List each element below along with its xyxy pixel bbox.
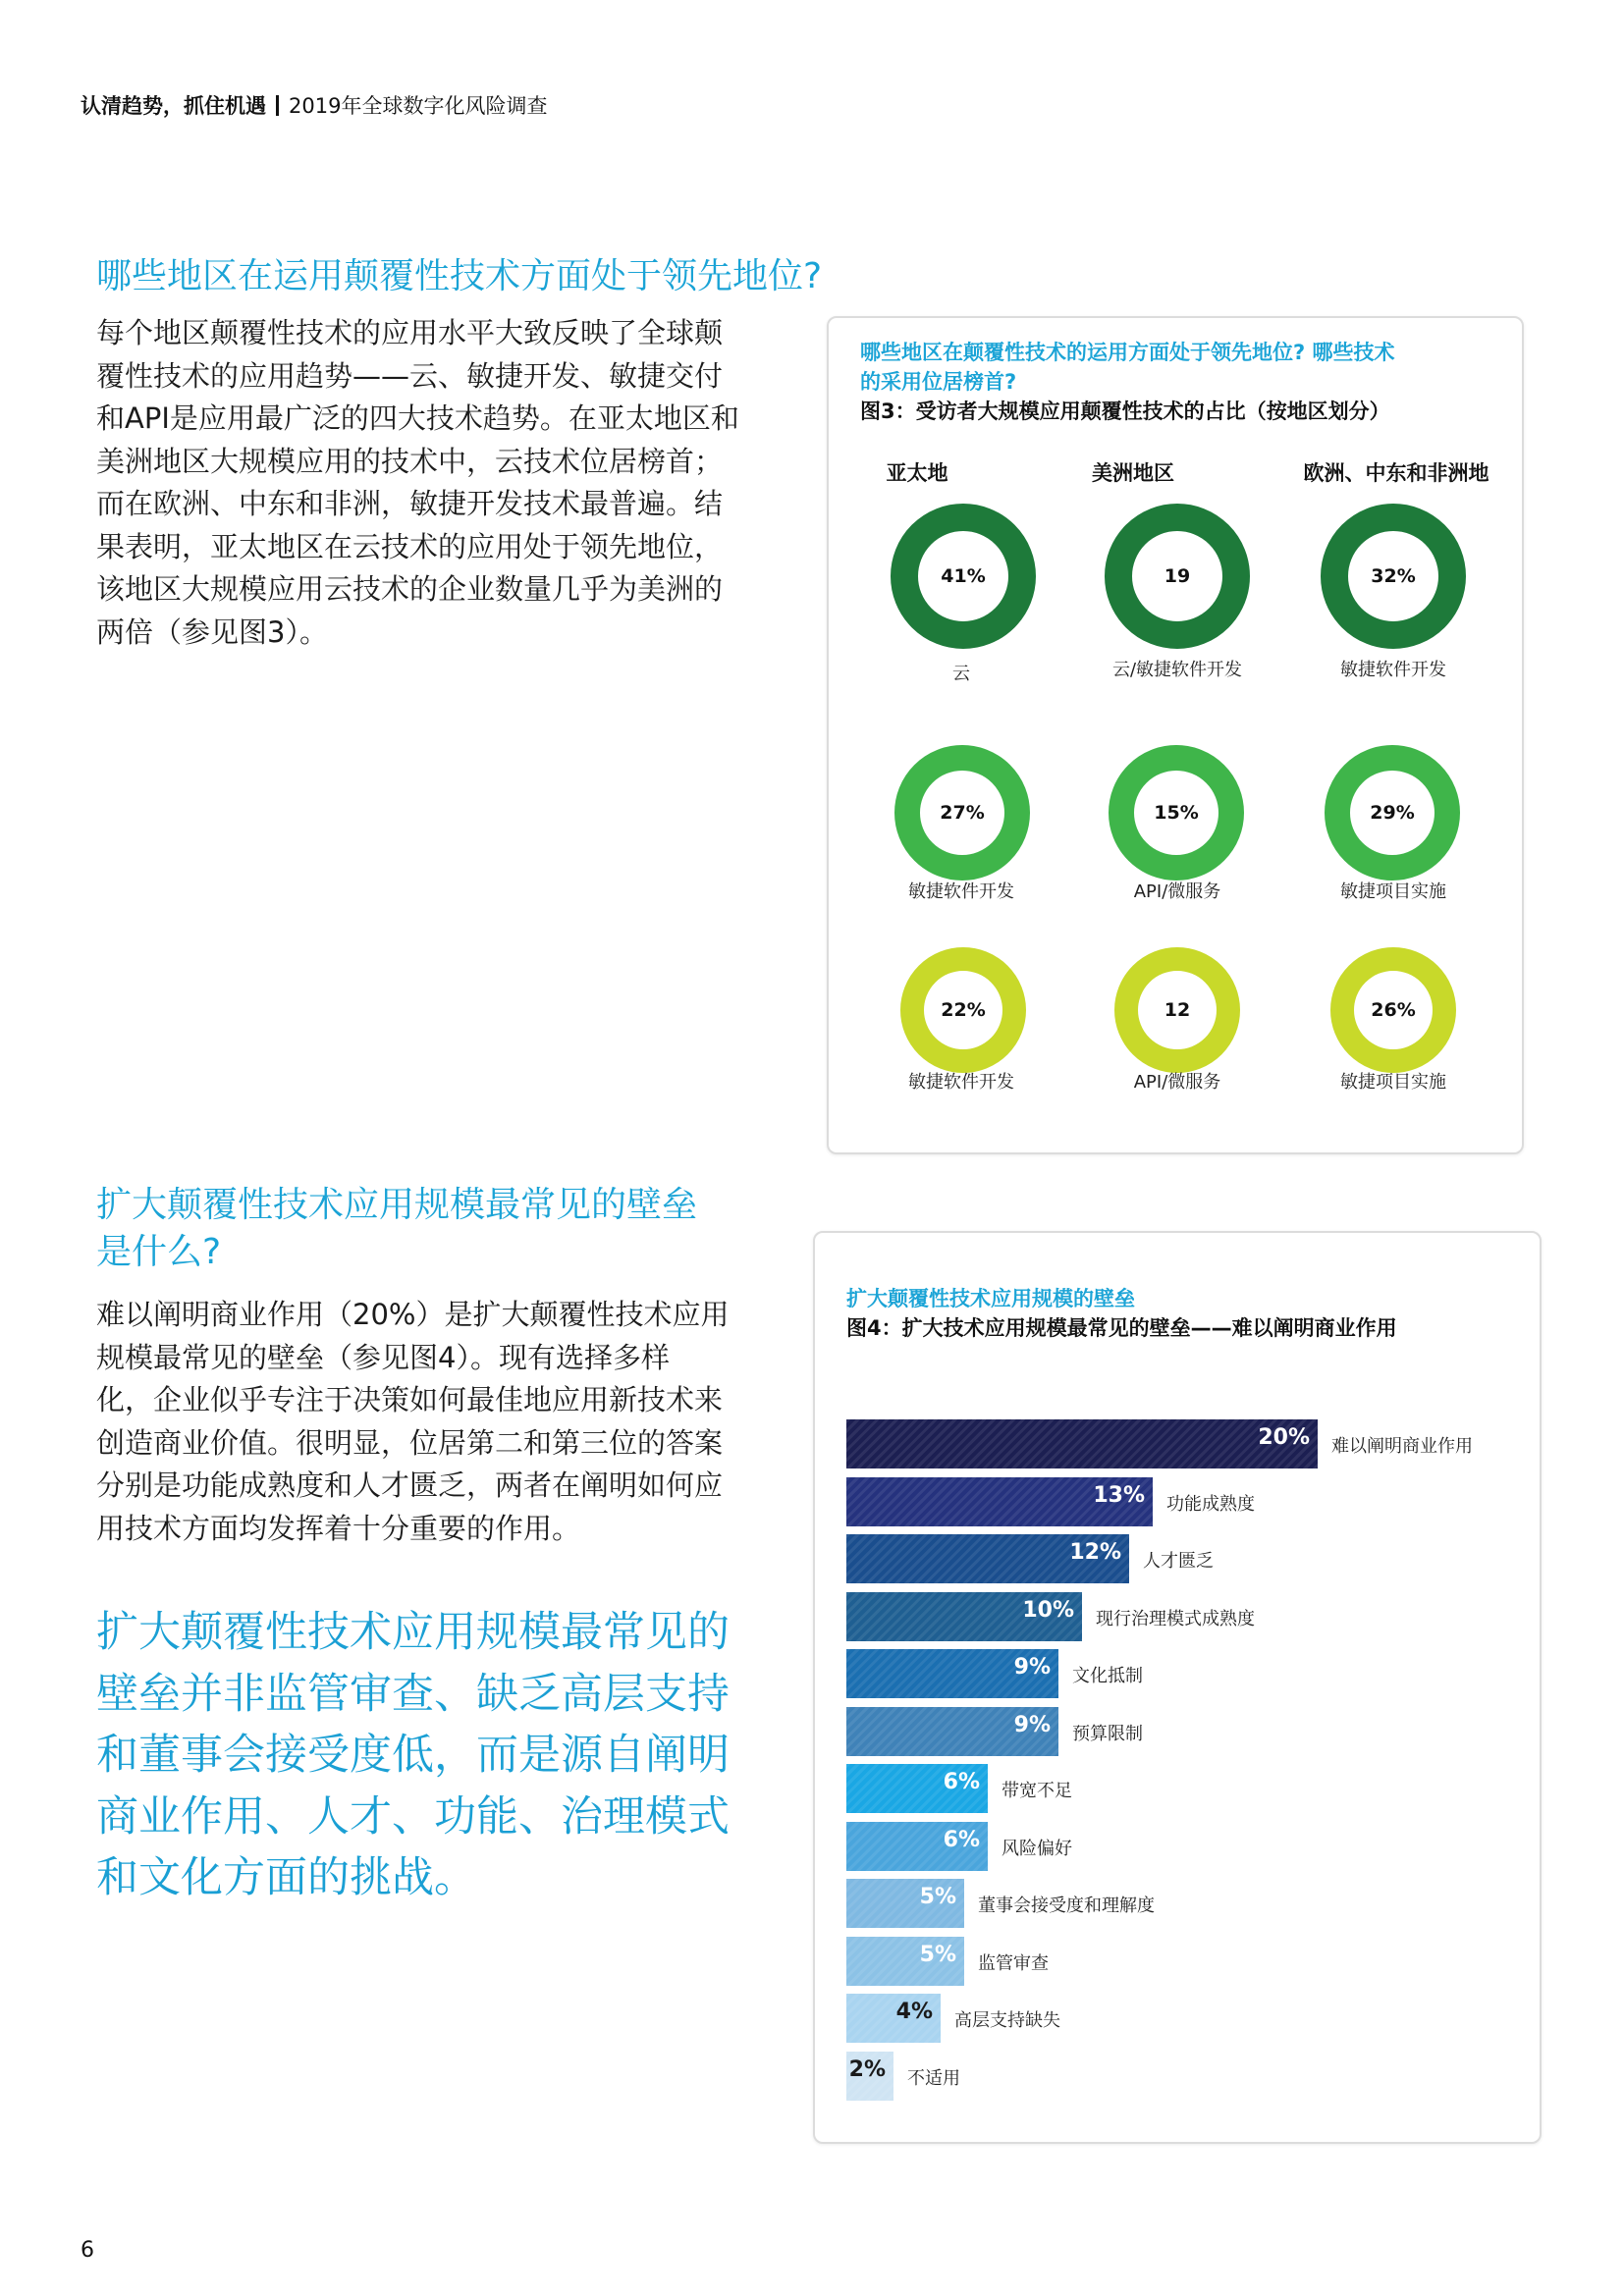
figure4-panel	[813, 1231, 1542, 2144]
section1-body-line: 果表明，亚太地区在云技术的应用处于领先地位，	[96, 529, 724, 563]
bar-7	[846, 1822, 988, 1871]
region-emea: 欧洲、中东和非洲地	[1303, 461, 1489, 485]
donut-emea-agile-project	[1324, 744, 1461, 881]
section1-body-line: 两倍（参见图3）。	[96, 614, 328, 649]
bar-10	[846, 1994, 941, 2043]
bar-category-label: 风险偏好	[1001, 1839, 1072, 1859]
running-header	[81, 90, 547, 120]
bar-value-label: 5%	[919, 1885, 956, 1909]
bar-category-label: 人才匮乏	[1143, 1551, 1214, 1572]
header-title-bold: 认清趋势，抓住机遇	[81, 94, 266, 118]
donut-value: 29%	[1370, 802, 1415, 824]
bar-category-label: 预算限制	[1072, 1724, 1143, 1744]
bar-9	[846, 1937, 964, 1986]
donut-label: API/微服务	[1133, 881, 1221, 902]
bar-category-label: 现行治理模式成熟度	[1096, 1609, 1255, 1629]
figure4-title	[846, 1284, 1524, 1343]
bar-2	[846, 1534, 1129, 1583]
bar-4	[846, 1649, 1058, 1698]
section1-heading: 哪些地区在运用颠覆性技术方面处于领先地位?	[96, 256, 823, 296]
pull-quote-line: 壁垒并非监管审查、缺乏高层支持	[96, 1669, 730, 1719]
section2-body-line: 分别是功能成熟度和人才匮乏，两者在阐明如何应	[96, 1468, 724, 1502]
bar-value-label: 12%	[1069, 1540, 1121, 1565]
donut-americas-api-2	[1113, 946, 1241, 1074]
donut-value: 22%	[941, 999, 986, 1021]
donut-emea-agile-project-2	[1329, 946, 1457, 1074]
section1-body-line: 而在欧洲、中东和非洲，敏捷开发技术最普遍。结	[96, 487, 724, 520]
donut-value: 19	[1164, 565, 1191, 587]
bar-category-label: 监管审查	[978, 1953, 1049, 1974]
bar-value-label: 13%	[1093, 1483, 1145, 1508]
donut-value: 27%	[940, 802, 985, 824]
donut-value: 15%	[1154, 802, 1199, 824]
donut-value: 32%	[1371, 565, 1416, 587]
section2-body	[96, 1294, 803, 1550]
donut-label: 敏捷软件开发	[908, 1072, 1014, 1093]
section2-body-line: 规模最常见的壁垒（参见图4）。现有选择多样	[96, 1340, 670, 1374]
pull-quote-line: 商业作用、人才、功能、治理模式	[96, 1791, 730, 1842]
page-number: 6	[81, 2238, 94, 2263]
pull-quote-line: 和董事会接受度低，而是源自阐明	[96, 1731, 730, 1780]
donut-value: 26%	[1371, 999, 1416, 1021]
bar-value-label: 4%	[895, 2000, 933, 2024]
figure3-title	[860, 338, 1508, 426]
bar-category-label: 难以阐明商业作用	[1331, 1436, 1473, 1457]
bar-8	[846, 1879, 964, 1928]
bar-value-label: 9%	[1013, 1713, 1051, 1737]
section1-body-line: 该地区大规模应用云技术的企业数量几乎为美洲的	[96, 572, 724, 606]
donut-label: 敏捷项目实施	[1340, 881, 1446, 902]
bar-5	[846, 1707, 1058, 1756]
bar-1	[846, 1477, 1153, 1526]
bar-value-label: 5%	[919, 1943, 956, 1967]
figure3-panel	[827, 316, 1524, 1154]
bar-6	[846, 1764, 988, 1813]
bar-11	[846, 2052, 893, 2101]
donut-label: API/微服务	[1133, 1072, 1221, 1093]
section1-body-line: 和API是应用最广泛的四大技术趋势。在亚太地区和	[96, 401, 739, 435]
bar-0	[846, 1419, 1318, 1468]
region-apac: 亚太地	[886, 461, 948, 485]
section2-heading	[96, 1182, 803, 1276]
section2-body-line: 难以阐明商业作用（20%）是扩大颠覆性技术应用	[96, 1298, 730, 1331]
section1-body-line: 每个地区颠覆性技术的应用水平大致反映了全球颠	[96, 316, 724, 349]
region-americas: 美洲地区	[1092, 461, 1174, 485]
figure4-bar-chart	[846, 1419, 1524, 2126]
bar-category-label: 董事会接受度和理解度	[978, 1896, 1155, 1916]
donut-emea-agile-dev	[1320, 503, 1467, 650]
donut-label: 敏捷软件开发	[1340, 660, 1446, 680]
section2-body-line: 用技术方面均发挥着十分重要的作用。	[96, 1511, 581, 1545]
section1-body-line: 美洲地区大规模应用的技术中，云技术位居榜首；	[96, 444, 724, 478]
donut-apac-agile-dev	[893, 744, 1031, 881]
donut-label: 敏捷项目实施	[1340, 1072, 1446, 1093]
donut-value: 12	[1164, 999, 1191, 1021]
figure4-title-line: 扩大颠覆性技术应用规模的壁垒	[846, 1287, 1135, 1310]
pull-quote-line: 和文化方面的挑战。	[96, 1853, 476, 1902]
section2-heading-line: 扩大颠覆性技术应用规模最常见的壁垒	[96, 1185, 698, 1225]
figure3-subtitle: 图3：受访者大规模应用颠覆性技术的占比（按地区划分）	[860, 400, 1390, 423]
section2-heading-line: 是什么?	[96, 1232, 222, 1272]
bar-category-label: 功能成熟度	[1166, 1494, 1255, 1515]
bar-value-label: 20%	[1258, 1425, 1310, 1450]
bar-value-label: 6%	[943, 1770, 980, 1794]
bar-3	[846, 1592, 1082, 1641]
donut-apac-agile-dev-2	[899, 946, 1027, 1074]
donut-apac-cloud	[890, 503, 1037, 650]
donut-value: 41%	[941, 565, 986, 587]
section1-body-line: 覆性技术的应用趋势——云、敏捷开发、敏捷交付	[96, 358, 724, 393]
figure3-title-line: 的采用位居榜首?	[860, 370, 1017, 394]
donut-label: 云/敏捷软件开发	[1111, 660, 1243, 680]
donut-americas-api	[1108, 744, 1245, 881]
bar-category-label: 不适用	[907, 2068, 960, 2089]
bar-value-label: 6%	[943, 1828, 980, 1852]
section1-body	[96, 312, 803, 654]
donut-label: 云	[952, 664, 970, 684]
donut-label: 敏捷软件开发	[908, 881, 1014, 902]
pull-quote-line: 扩大颠覆性技术应用规模最常见的	[96, 1608, 730, 1657]
figure3-title-line: 哪些地区在颠覆性技术的运用方面处于领先地位? 哪些技术	[860, 341, 1395, 364]
donut-americas-cloud-agile	[1104, 503, 1251, 650]
section2-body-line: 创造商业价值。很明显，位居第二和第三位的答案	[96, 1425, 724, 1460]
bar-value-label: 2%	[848, 2057, 886, 2082]
bar-category-label: 文化抵制	[1072, 1666, 1143, 1686]
bar-value-label: 10%	[1022, 1598, 1074, 1623]
header-title-rest: 2019年全球数字化风险调查	[289, 94, 548, 118]
bar-value-label: 9%	[1013, 1655, 1051, 1680]
section2-body-line: 化，企业似乎专注于决策如何最佳地应用新技术来	[96, 1383, 724, 1416]
bar-category-label: 高层支持缺失	[954, 2010, 1060, 2031]
pull-quote	[96, 1602, 823, 1909]
bar-category-label: 带宽不足	[1001, 1781, 1072, 1801]
figure4-subtitle: 图4：扩大技术应用规模最常见的壁垒——难以阐明商业作用	[846, 1316, 1397, 1340]
header-separator	[276, 95, 279, 116]
